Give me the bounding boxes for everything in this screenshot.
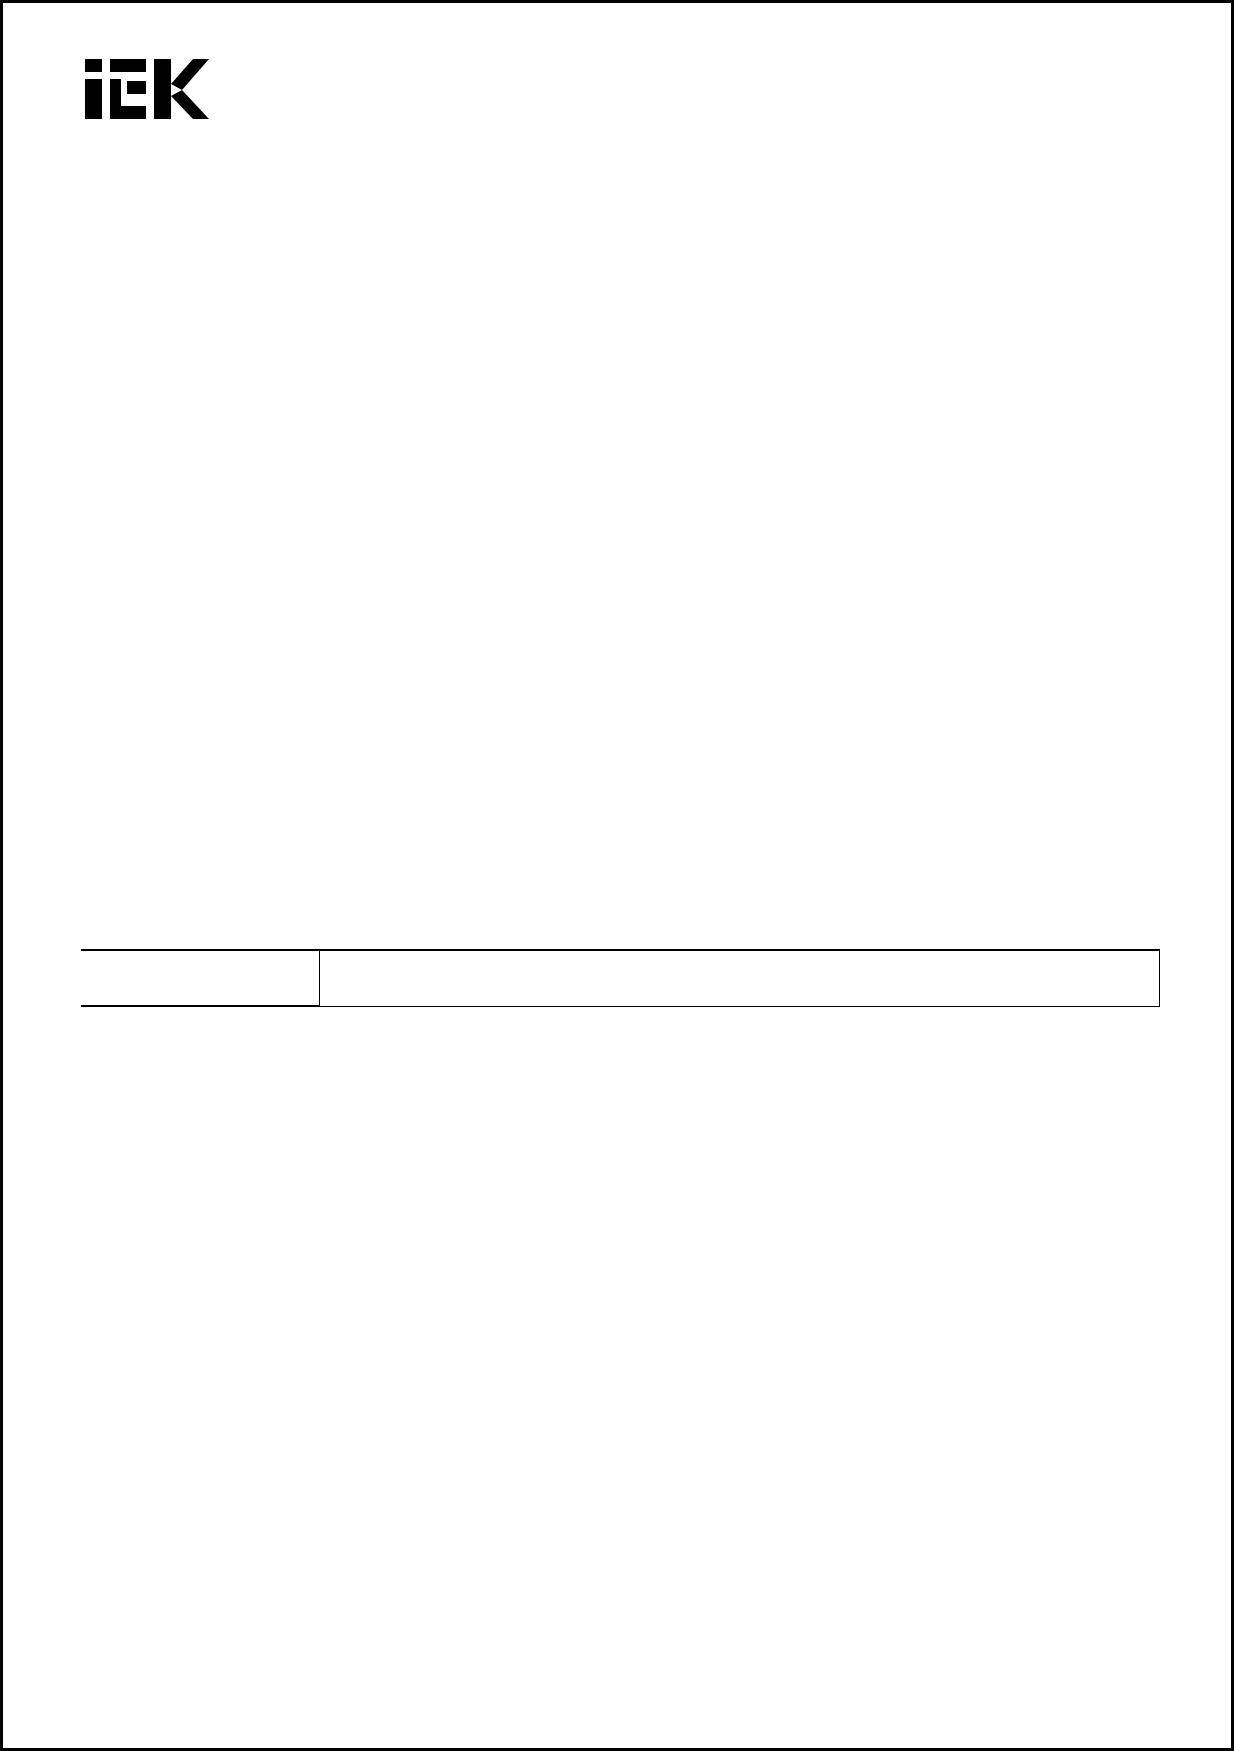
iek-logo [85, 59, 209, 119]
table-header-row [81, 950, 1159, 1006]
figure-caption [145, 825, 163, 847]
column-header-designation [81, 950, 319, 1006]
figure-1-drawing [3, 143, 1234, 713]
dimensions-table [81, 949, 1160, 1007]
column-group-header [319, 950, 1159, 1006]
